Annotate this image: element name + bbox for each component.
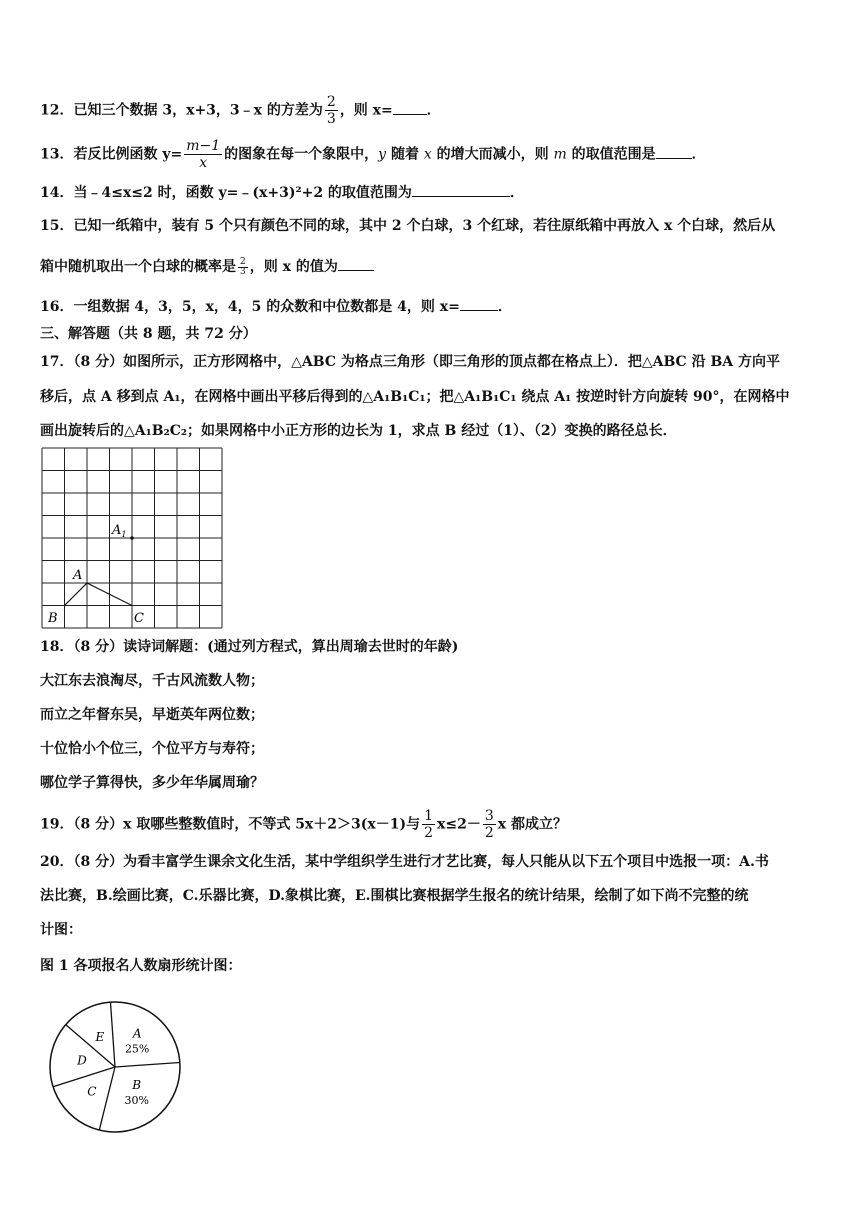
question-16 [40, 296, 512, 317]
q19-head: 19．（8 分）x 取哪些整数值时，不等式 5x＋2＞3(x－1)与 [40, 816, 421, 833]
q20-line1: 20．（8 分）为看丰富学生课余文化生活，某中学组织学生进行才艺比赛，每人只能从以下五个项目中选报一项：A.书 [40, 854, 769, 870]
q19-f2-num: 3 [484, 808, 494, 824]
q18-poem-line-4: 哪位学子算得快，多少年华属周瑜？ [40, 775, 264, 791]
q20-line2: 法比赛，B.绘画比赛，C.乐器比赛，D.象棋比赛，E.围棋比赛根据学生报名的统计结果，绘制了如下尚不完整的统 [40, 888, 749, 904]
question-15-line2 [40, 256, 374, 277]
q13-answer-blank [656, 144, 692, 159]
q19-fraction-2 [483, 808, 496, 841]
pie-value-b: 30% [124, 1093, 149, 1107]
q13-tail4: 的取值范围是 [566, 146, 656, 163]
q12-frac-num: 2 [326, 94, 336, 110]
q13-var-y: y [378, 146, 387, 163]
q14-text: 14．当﹣4≤x≤2 时，函数 y=﹣(x+3)²+2 的取值范围为 [40, 185, 412, 201]
q15-line1-text: 15．已知一纸箱中，装有 5 个只有颜色不同的球，其中 2 个白球，3 个红球，若往原纸箱中再放入 x 个白球，然后从 [40, 218, 776, 234]
q13-end: ． [691, 146, 706, 163]
q13-tail3: 的增大而减小，则 [431, 146, 554, 163]
pie-label-b: B [132, 1077, 142, 1092]
q13-var-m: m [553, 146, 567, 163]
triangle-abc [65, 583, 133, 606]
question-13 [40, 138, 706, 171]
q18-poem-line-3: 十位恰小个位三，个位平方与寿符； [40, 741, 264, 757]
pie-divider-5 [66, 1025, 115, 1067]
q13-fraction [184, 138, 222, 171]
q19-f1-num: 1 [424, 808, 434, 824]
pie-chart [40, 996, 190, 1146]
section-3-heading: 三、解答题（共 8 题，共 72 分） [40, 326, 257, 342]
q19-mid: x≤2－ [437, 816, 481, 833]
q18-poem-line-2: 而立之年督东吴，早逝英年两位数； [40, 707, 264, 723]
q14-answer-blank [412, 182, 510, 197]
pie-divider-2 [115, 1062, 180, 1067]
q20-line3: 计图： [40, 922, 82, 938]
q13-var-x: x [423, 146, 432, 163]
pie-divider-3 [99, 1067, 115, 1130]
q12-fraction [325, 94, 338, 127]
q19-tail: x 都成立？ [497, 816, 568, 833]
q19-f1-den: 2 [424, 825, 434, 841]
question-12 [40, 94, 441, 127]
q12-answer-blank [393, 100, 427, 115]
pie-label-e: E [95, 1029, 105, 1044]
q12-text: 12．已知三个数据 3，x+3，3﹣x 的方差为 [40, 102, 323, 119]
q15-frac-num: 2 [240, 256, 246, 267]
label-a: A [73, 568, 83, 583]
q15-frac-den: 3 [240, 266, 246, 277]
q18-poem-line-1: 大江东去浪淘尽，千古风流数人物； [40, 673, 264, 689]
q19-fraction-1 [422, 808, 435, 841]
q15-fraction [238, 258, 248, 277]
label-b: B [48, 611, 58, 626]
question-15-line1 [40, 216, 775, 236]
label-c: C [134, 611, 144, 626]
q18-title: 18．（8 分）读诗词解题：(通过列方程式，算出周瑜去世时的年龄) [40, 639, 459, 655]
pie-label-a: A [132, 1026, 142, 1041]
pie-label-d: D [77, 1053, 87, 1068]
pie-divider-4 [53, 1067, 115, 1087]
q13-tail1: 的图象在每一个象限中， [224, 146, 379, 163]
q13-frac-num: m−1 [186, 138, 221, 154]
q17-line3: 画出旋转后的△A₁B₂C₂；如果网格中小正方形的边长为 1，求点 B 经过（1）、（2）变换的路径总长． [40, 423, 677, 439]
pie-divider-1 [110, 1002, 115, 1067]
point-a1 [130, 536, 134, 540]
q13-tail2: 随着 [386, 146, 424, 163]
q12-frac-den: 3 [326, 111, 336, 127]
pie-label-c: C [87, 1084, 97, 1099]
q15-answer-blank [338, 256, 374, 271]
label-a1: $A_1$ [112, 523, 127, 539]
grid-figure [40, 446, 224, 630]
q17-line1: 17．（8 分）如图所示，正方形网格中，△ABC 为格点三角形（即三角形的顶点都在格点上）．把△ABC 沿 BA 方向平 [40, 354, 781, 370]
q17-line2: 移后，点 A 移到点 A₁，在网格中画出平移后得到的△A₁B₁C₁；把△A₁B₁C₁ 绕点 A₁ 按逆时针方向旋转 90°，在网格中 [40, 389, 790, 405]
q13-frac-den: x [199, 155, 208, 171]
q16-end: ． [497, 299, 512, 315]
q16-answer-blank [460, 296, 498, 311]
q16-text: 16．一组数据 4，3，5，x，4，5 的众数和中位数都是 4，则 x= [40, 299, 460, 315]
q15-line2a: 箱中随机取出一个白球的概率是 [40, 259, 236, 275]
q12-tail: ，则 x= [339, 102, 393, 119]
q14-end: ． [509, 185, 524, 201]
figure-1-title: 图 1 各项报名人数扇形统计图： [40, 958, 242, 974]
q13-text: 13．若反比例函数 y= [40, 146, 183, 163]
q12-end: ． [426, 102, 441, 119]
pie-value-a: 25% [124, 1042, 150, 1056]
question-19 [40, 808, 567, 841]
q15-line2b: ，则 x 的值为 [249, 259, 338, 275]
question-14 [40, 182, 524, 203]
q19-f2-den: 2 [484, 825, 494, 841]
